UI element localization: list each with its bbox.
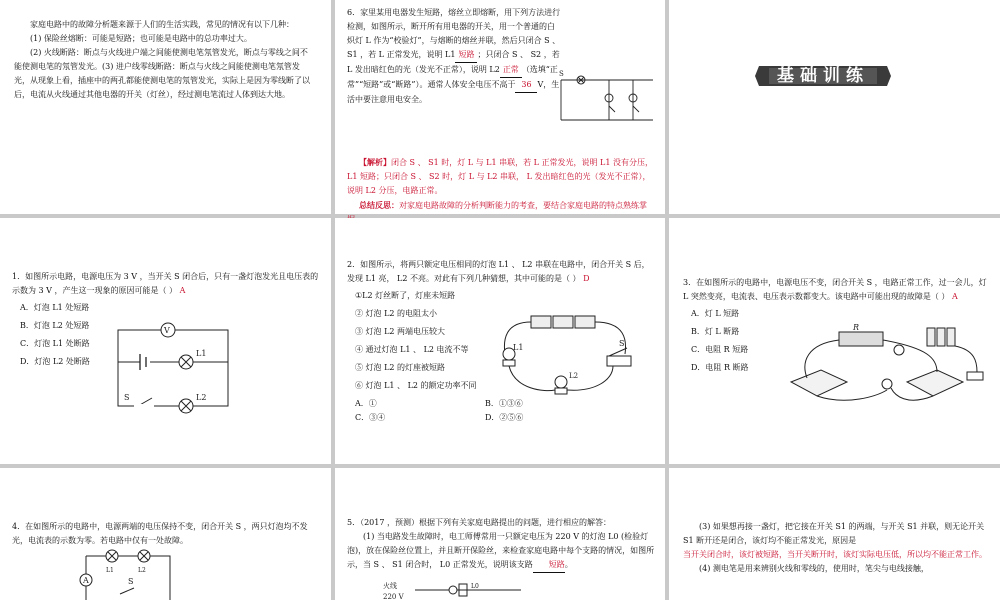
summary-text: 总结反思：对家庭电路故障的分析判断能力的考查，要结合家庭电路的特点熟练掌	[359, 200, 647, 210]
lamp-l2-label: L2	[138, 567, 146, 574]
lamp-l0-label: L0	[471, 583, 479, 590]
switch-label: S	[124, 393, 130, 402]
guess-1: ①L2 灯丝断了，灯座未短路	[355, 291, 456, 300]
lamp-l2-label: L2	[196, 393, 207, 402]
option-b: B．灯 L 断路	[691, 327, 740, 336]
answer-blank-2: 正常	[500, 63, 522, 78]
panel-question-5-cont	[669, 468, 1000, 600]
panel-question-1	[0, 218, 331, 464]
circuit-figure-q1	[110, 322, 240, 422]
panel-question-4	[0, 468, 331, 600]
answer-blank-1: 短路	[455, 48, 477, 63]
fault-item-2: (2) 火线断路：断点与火线进户端之间能使测电笔氖管发光，断点与零线之间不能使测电笔的氖管发光。(3) 进户线零线断路：断点与火线之间能使测电笔氖管发光，从现象上看，插座中的两孔都能使测电笔的氖管发光，实际上是因为零线断了以后，电流从火线通过其他电器的开关（灯丝），经过测电笔流过人体到达大地。	[14, 48, 310, 99]
guess-3: ③ 灯泡 L2 两端电压较大	[355, 327, 446, 336]
question-5-text: 5．（2017 ，预测）根据下列有关家庭电路提出的问题，进行相应的解答：	[347, 518, 611, 527]
answer-3: A	[951, 292, 958, 301]
panel-question-3	[669, 218, 1000, 464]
option-a: A．灯泡 L1 处短路	[20, 303, 90, 312]
guess-4: ④ 通过灯泡 L1 、 L2 电流不等	[355, 345, 469, 354]
answer-blank-q5: 短路	[533, 558, 565, 573]
guess-6: ⑥ 灯泡 L1 、 L2 的额定功率不同	[355, 381, 477, 390]
question-5-sub-3: (3) 如果想再接一盏灯，把它接在开关 S1 的两端，与开关 S1 并联，则无论开关 S1 断开还是闭合，该灯均不能正常发光，原因是	[683, 522, 985, 545]
option-c: C．③④	[355, 413, 386, 422]
circuit-figure-q4	[70, 550, 180, 600]
option-b: B．①③⑥	[485, 399, 523, 408]
guess-2: ② 灯泡 L2 的电阻太小	[355, 309, 438, 318]
resistor-label: R	[853, 323, 860, 332]
panel-question-5	[335, 468, 665, 600]
option-d: D．②⑤⑥	[485, 413, 524, 422]
lamp-l1-label: L1	[106, 567, 114, 574]
basic-training-banner: 基础训练	[755, 64, 891, 88]
fig-label-s: S	[559, 70, 564, 78]
option-a: A．①	[355, 399, 377, 408]
guess-5: ⑤ 灯泡 L2 的灯座被短路	[355, 363, 446, 372]
option-a: A．灯 L 短路	[691, 309, 740, 318]
voltage-label: 220 V	[383, 593, 404, 600]
option-c: C．灯泡 L1 处断路	[20, 339, 90, 348]
panel-fault-analysis	[0, 0, 331, 214]
ammeter-label: A	[83, 576, 89, 585]
panel-basic-training	[669, 0, 1000, 214]
question-4-text: 4．在如图所示的电路中，电源两端的电压保持不变，闭合开关 S ，两只灯泡均不发光，电流表的示数为零。若电路中仅有一处故障。	[12, 522, 308, 545]
lamp-l2-label: L2	[569, 372, 579, 380]
circuit-figure-q3	[787, 322, 987, 412]
test-lamp-circuit-figure	[557, 66, 657, 126]
question-2-text: 2．如图所示，将两只额定电压相同的灯泡 L1 、 L2 串联在电路中，闭合开关 S 后，发现 L1 亮， L2 不亮。对此有下列几种猜想，其中可能的是（ ） D	[347, 260, 650, 283]
panel-question-6	[335, 0, 665, 214]
live-wire-label: 火线	[383, 582, 397, 590]
question-5-sub-4: (4) 测电笔是用来辨别火线和零线的，使用时，笔尖与电线接触，	[699, 564, 929, 573]
lamp-l1-label: L1	[513, 343, 524, 352]
option-d: D．灯泡 L2 处断路	[20, 357, 90, 366]
question-3-text: 3．在如图所示的电路中，电源电压不变，闭合开关 S ，电路正常工作，过一会儿，灯 L 突然变亮，电流表、电压表示数都变大。该电路中可能出现的故障是（ ） A	[683, 278, 987, 301]
switch-label: S	[128, 577, 134, 586]
answer-q5-sub-3: 当开关闭合时，该灯被短路，当开关断开时，该灯实际电压低，所以均不能正常工作。	[683, 550, 987, 559]
circuit-figure-q2	[495, 310, 645, 400]
fault-item-1: (1) 保险丝熔断：可能是短路；也可能是电路中的总功率过大。	[30, 34, 252, 43]
question-5-sub-1: (1) 当电路发生故障时，电工师傅常用一只额定电压为 220 V 的灯泡 L0 (检验灯泡)，放在保险丝位置上，并且断开保险丝，来检查家庭电路中每个支路的情况，如图所示，当 S 、 S1 闭合时， L0 正常发光，说明该支路 短路。	[347, 530, 655, 573]
analysis-text: 【解析】闭合 S 、 S1 时，灯 L 与 L1 串联，若 L 正常发光，说明 L1 没有分压， L1 短路；只闭合 S 、 S2 时，灯 L 与 L2 串联， L 发出暗红色的光（发光不正常），说明 L2 分压，电路正常。	[347, 157, 653, 195]
answer-1: A	[179, 286, 186, 295]
voltmeter-label: V	[164, 326, 170, 335]
option-d: D．电阻 R 断路	[691, 363, 749, 372]
switch-label: S	[619, 339, 625, 348]
question-1-text: 1．如图所示电路，电源电压为 3 V ，当开关 S 闭合后，只有一盏灯泡发光且电压表的示数为 3 V ，产生这一现象的原因可能是（ ） A	[12, 272, 319, 295]
intro-text: 家庭电路中的故障分析题来源于人们的生活实践，常见的情况有以下几种：	[30, 20, 294, 29]
home-circuit-figure	[381, 580, 531, 600]
option-c: C．电阻 R 短路	[691, 345, 749, 354]
answer-blank-3: 36	[515, 78, 537, 93]
question-6-text: 6．家里某用电器发生短路，熔丝立即熔断，用下列方法进行检测，如图所示，断开所有用电器的开关，用一个普通的白炽灯 L 作为“校验灯”，与熔断的熔丝并联，然后只闭合 S 、 S1 ，若 L 正常发光，说明 L1 短路 ；只闭合 S 、 S2 ，若 L 发出暗红色的光（发光不正常），说明 L2 正常 （选填“正常”“短路”或“断路”）。通常人体安全电压不高于 36 V，生活中要注意用电安全。	[347, 8, 561, 104]
option-b: B．灯泡 L2 处短路	[20, 321, 90, 330]
answer-2: D	[583, 274, 590, 283]
panel-question-2	[335, 218, 665, 464]
lamp-l1-label: L1	[196, 349, 207, 358]
